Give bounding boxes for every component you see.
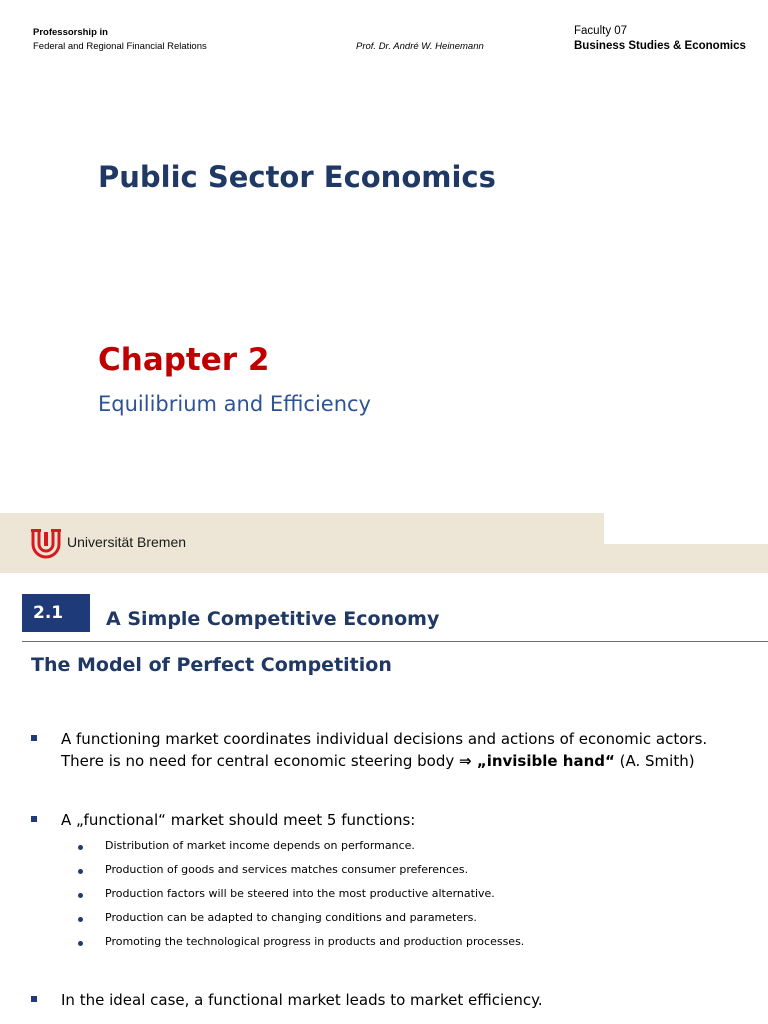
function-item: Distribution of market income depends on performance. — [105, 839, 415, 852]
section-divider — [22, 641, 768, 642]
header-professor: Prof. Dr. André W. Heinemann — [356, 41, 484, 52]
bullet-square-icon — [31, 816, 37, 822]
bullet-dot-icon — [78, 869, 83, 874]
section-number: 2.1 — [22, 594, 90, 632]
bullet1-line2 — [61, 750, 707, 772]
university-logo-icon — [29, 527, 63, 559]
bullet-dot-icon — [78, 845, 83, 850]
bullet-market-coordination — [61, 728, 707, 772]
bullet-dot-icon — [78, 917, 83, 922]
header-right-line2: Business Studies & Economics — [574, 40, 746, 52]
function-item: Production can be adapted to changing conditions and parameters. — [105, 911, 477, 924]
header-left-line1: Professorship in — [33, 27, 108, 38]
header-right-line1: Faculty 07 — [574, 25, 628, 37]
chapter-subtitle: Equilibrium and Efficiency — [98, 392, 371, 416]
bullet-market-efficiency: In the ideal case, a functional market leads to market efficiency. — [61, 991, 543, 1009]
bullet-square-icon — [31, 735, 37, 741]
university-name: Universität Bremen — [67, 534, 187, 550]
function-item: Promoting the technological progress in products and production processes. — [105, 935, 525, 948]
header-faculty — [574, 24, 746, 54]
section-subtitle: The Model of Perfect Competition — [31, 654, 392, 676]
bullet-dot-icon — [78, 941, 83, 946]
bullet-five-functions: A „functional“ market should meet 5 functions: — [61, 811, 416, 829]
bullet1-attribution: (A. Smith) — [614, 752, 695, 770]
chapter-heading: Chapter 2 — [98, 342, 270, 378]
bullet1-emphasis: „invisible hand“ — [471, 752, 615, 770]
function-item: Production factors will be steered into the most productive alternative. — [105, 887, 495, 900]
arrow-icon: ⇒ — [459, 752, 472, 770]
bullet1-text: There is no need for central economic steering body — [61, 752, 460, 770]
bullet-dot-icon — [78, 893, 83, 898]
header-left-line2: Federal and Regional Financial Relations — [33, 41, 207, 52]
bullet-square-icon — [31, 996, 37, 1002]
bullet1-line1: A functioning market coordinates individual decisions and actions of economic actors. — [61, 730, 708, 748]
function-item: Production of goods and services matches consumer preferences. — [105, 863, 469, 876]
header-professorship — [33, 26, 207, 54]
page-title: Public Sector Economics — [98, 160, 496, 194]
section-title: A Simple Competitive Economy — [106, 608, 440, 630]
